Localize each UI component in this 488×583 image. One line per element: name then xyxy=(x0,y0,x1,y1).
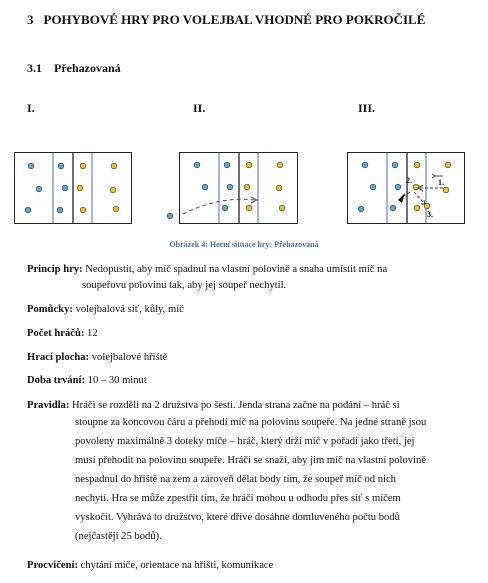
subsection-heading xyxy=(27,61,121,76)
field-value: volejbalová síť, kůly, míč xyxy=(75,304,184,315)
field-value: volejbalové hřiště xyxy=(91,352,168,363)
marker-3: 3. xyxy=(427,210,433,219)
field-pomucky xyxy=(27,302,472,319)
court-diagram-3 xyxy=(347,152,466,224)
pravidla-line: (nejčastěji 25 bodů). xyxy=(75,531,162,542)
player-yellow xyxy=(246,205,252,211)
player-blue xyxy=(58,163,64,169)
section-title: POHYBOVÉ HRY PRO VOLEJBAL VHODNÉ PRO POKROČILÉ xyxy=(43,12,426,27)
player-blue xyxy=(370,184,376,190)
player-blue xyxy=(202,184,208,190)
field-label: Princip hry: xyxy=(27,264,83,275)
field-pocet xyxy=(27,326,472,343)
field-princip xyxy=(27,262,472,279)
field-label: Počet hráčů: xyxy=(27,328,85,339)
player-blue xyxy=(36,186,42,192)
player-blue xyxy=(227,184,233,190)
player-yellow xyxy=(443,187,449,193)
field-label: Pravidla: xyxy=(27,400,70,411)
panel-label-2: II. xyxy=(193,101,206,115)
field-label: Doba trvání: xyxy=(27,375,85,386)
player-blue xyxy=(222,205,228,211)
player-yellow xyxy=(414,205,420,211)
player-blue xyxy=(362,162,368,168)
field-procviceni xyxy=(27,558,472,575)
player-yellow xyxy=(277,162,283,168)
pravidla-line: vyskočit. Vyhrává to družstvo, které dříve dosáhne domluveného počtu bodů xyxy=(75,512,400,523)
field-value: soupeřovu polovinu tak, aby jej soupeř nechytil. xyxy=(82,280,287,291)
player-yellow xyxy=(110,187,116,193)
player-blue xyxy=(194,162,200,168)
player-yellow xyxy=(80,163,86,169)
pravidla-line: musí přehodit na polovinu soupeře. Hráči se snaží, aby jim míč na vlastní polovině xyxy=(75,455,426,466)
player-blue xyxy=(224,162,230,168)
player-yellow xyxy=(246,162,252,168)
player-blue xyxy=(57,207,63,213)
player-yellow xyxy=(413,184,419,190)
pravidla-line: stoupne za koncovou čáru a přehodí míč na polovinu soupeře. Na jedné straně jsou xyxy=(75,417,427,428)
player-yellow xyxy=(113,206,119,212)
field-label: Hrací plocha: xyxy=(27,352,90,363)
player-blue xyxy=(62,185,68,191)
field-value: Hráči se rozdělí na 2 družstva po šesti. Jenda strana začne na podání – hráč si xyxy=(72,400,400,411)
server-player xyxy=(165,211,175,221)
field-value: 10 – 30 minut xyxy=(87,375,147,386)
player-yellow xyxy=(111,163,117,169)
pravidla-line: povoleny maximálně 3 doteky míče – hráč, který drží míč v pořadí jako třetí, jej xyxy=(75,436,415,447)
marker-1: 1. xyxy=(438,178,444,187)
subsection-number: 3.1 xyxy=(27,61,42,75)
player-yellow xyxy=(77,185,83,191)
panel-label-3: III. xyxy=(358,101,376,115)
player-blue xyxy=(390,205,396,211)
marker-2: 2. xyxy=(406,176,412,185)
player-yellow xyxy=(244,184,250,190)
section-number: 3 xyxy=(27,12,34,27)
player-yellow xyxy=(279,205,285,211)
player-blue xyxy=(167,213,173,219)
player-blue xyxy=(28,163,34,169)
field-value: 12 xyxy=(87,328,98,339)
player-yellow xyxy=(80,207,86,213)
court-diagram-1 xyxy=(14,152,132,224)
field-label: Pomůcky: xyxy=(27,304,73,315)
pravidla-line: nespadnul do hřiště na zem a zároveň dělat body tím, že soupeř míč od nich xyxy=(75,474,396,485)
subsection-title: Přehazovaná xyxy=(54,61,121,75)
section-heading xyxy=(27,12,425,28)
field-label: Procvičení: xyxy=(27,560,78,571)
field-princip-cont xyxy=(82,278,472,295)
player-blue xyxy=(395,184,401,190)
player-yellow xyxy=(276,185,282,191)
player-blue xyxy=(392,162,398,168)
field-plocha xyxy=(27,350,472,367)
figure-caption: Obrázek 4: Herní situace hry: Přehazovaná xyxy=(169,240,319,249)
player-yellow xyxy=(414,162,420,168)
field-value: Nedopustit, aby míč spadnul na vlastní polovině a snaha umístit míč na xyxy=(85,264,388,275)
player-yellow xyxy=(445,162,451,168)
field-value: chytání míče, orientace na hřišti, komunikace xyxy=(80,560,274,571)
field-doba xyxy=(27,373,472,390)
panel-label-1: I. xyxy=(27,101,35,115)
player-blue xyxy=(25,207,31,213)
pravidla-line: nechytí. Hra se může zpestřit tím, že hráči mohou u odhodu přes síť s míčem xyxy=(75,493,401,504)
court-diagram-2 xyxy=(179,152,299,224)
field-pravidla xyxy=(27,398,472,415)
player-blue xyxy=(358,206,364,212)
